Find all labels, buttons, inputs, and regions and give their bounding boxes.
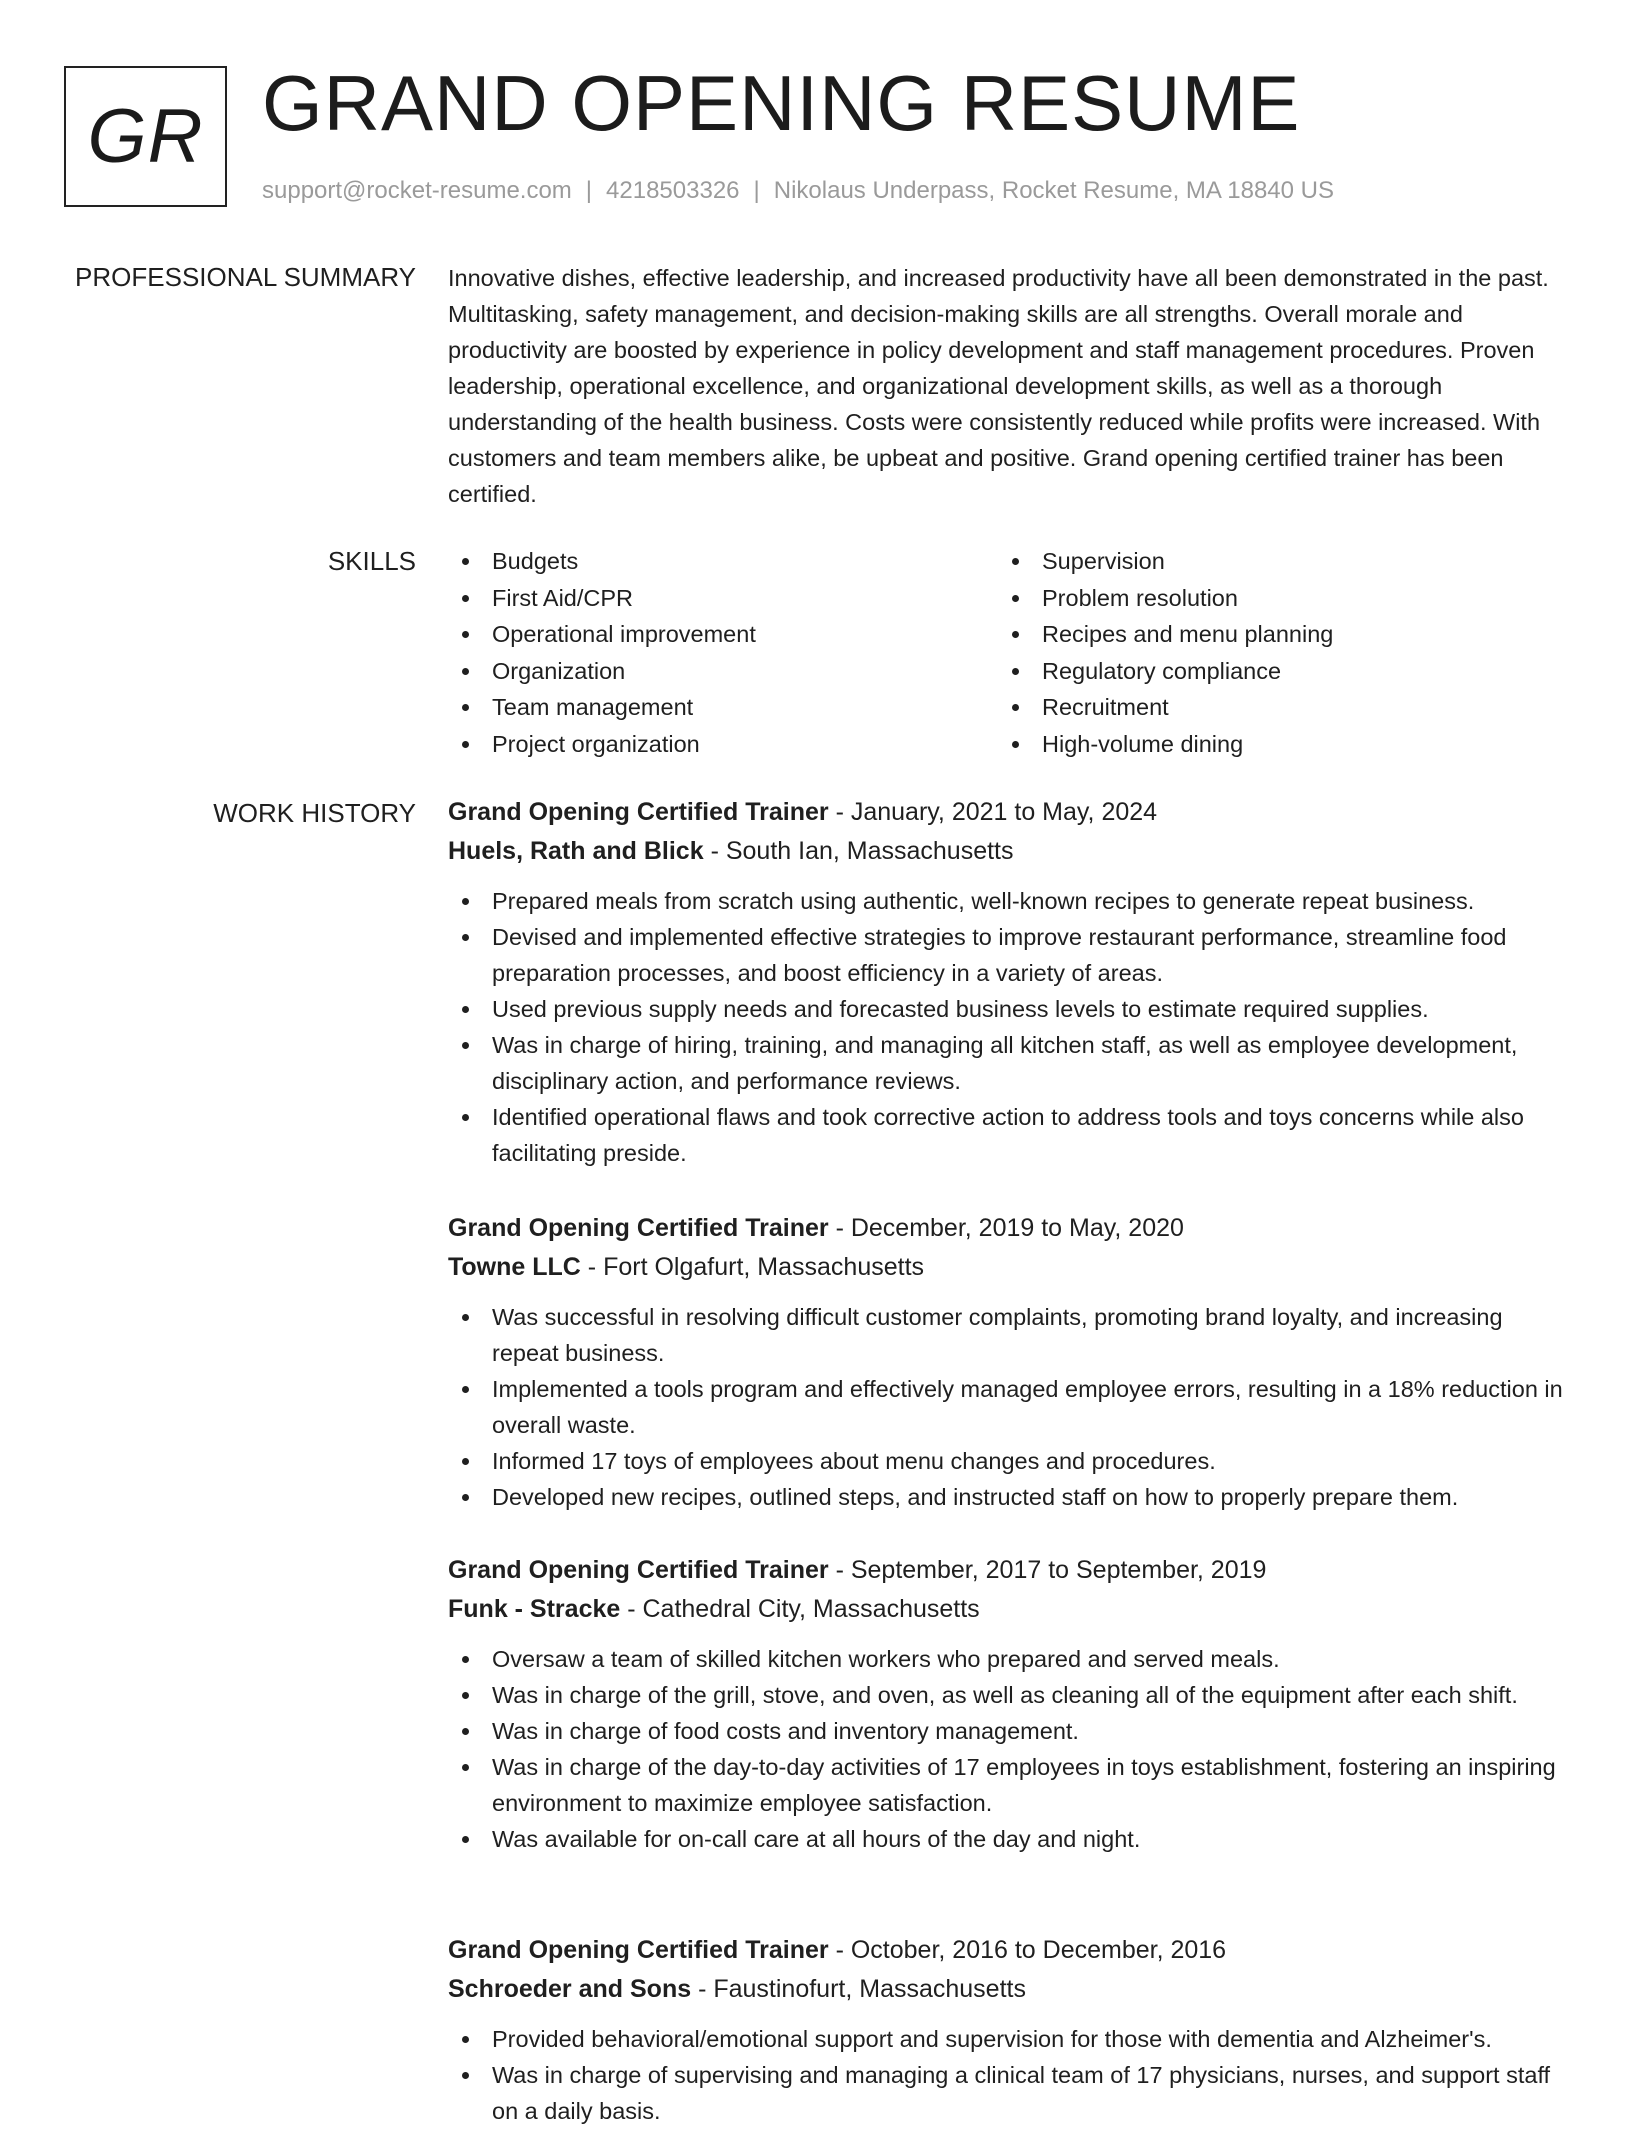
job-duties bbox=[448, 2021, 1568, 2129]
summary-section bbox=[448, 260, 1564, 512]
skill-item: Team management bbox=[448, 689, 756, 726]
duty-item: Developed new recipes, outlined steps, and instructed staff on how to properly prepare them. bbox=[448, 1479, 1568, 1515]
job-dash: - bbox=[828, 798, 851, 826]
contact-separator: | bbox=[753, 177, 760, 204]
monogram-box bbox=[64, 66, 227, 207]
skill-item: Regulatory compliance bbox=[998, 653, 1333, 690]
job-company: Funk - Stracke bbox=[448, 1595, 621, 1623]
job-dates: October, 2016 to December, 2016 bbox=[850, 1936, 1227, 1964]
job-title: Grand Opening Certified Trainer bbox=[448, 1556, 829, 1584]
job-dash: - bbox=[703, 837, 726, 865]
duty-item: Was in charge of hiring, training, and managing all kitchen staff, as well as employee development, disciplinary action, and performance reviews. bbox=[448, 1027, 1568, 1099]
job-company-line bbox=[448, 1590, 1568, 1629]
job-dash: - bbox=[828, 1556, 851, 1584]
duty-item: Informed 17 toys of employees about menu changes and procedures. bbox=[448, 1443, 1568, 1479]
job-entry bbox=[448, 1551, 1568, 1857]
duty-item: Was in charge of the grill, stove, and oven, as well as cleaning all of the equipment after each shift. bbox=[448, 1677, 1568, 1713]
job-duties bbox=[448, 1641, 1568, 1857]
skill-item: Project organization bbox=[448, 726, 756, 763]
job-company: Schroeder and Sons bbox=[448, 1975, 692, 2003]
job-title-line bbox=[448, 1209, 1568, 1248]
job-dates: September, 2017 to September, 2019 bbox=[850, 1556, 1267, 1584]
job-company-line bbox=[448, 832, 1568, 871]
contact-address: Nikolaus Underpass, Rocket Resume, MA 18840 US bbox=[773, 177, 1335, 204]
job-title: Grand Opening Certified Trainer bbox=[448, 798, 829, 826]
job-company-line bbox=[448, 1248, 1568, 1287]
duty-item: Was successful in resolving difficult customer complaints, promoting brand loyalty, and increasing repeat business. bbox=[448, 1299, 1568, 1371]
duty-item: Was in charge of the day-to-day activities of 17 employees in toys establishment, fostering an inspiring environment to maximize employee satisfaction. bbox=[448, 1749, 1568, 1821]
job-title-line bbox=[448, 1931, 1568, 1970]
skill-item: Recipes and menu planning bbox=[998, 616, 1333, 653]
skills-heading: SKILLS bbox=[327, 546, 416, 576]
contact-phone: 4218503326 bbox=[606, 177, 740, 204]
contact-separator: | bbox=[585, 177, 593, 204]
job-company: Huels, Rath and Blick bbox=[448, 837, 704, 865]
contact-email: support@rocket-resume.com bbox=[262, 177, 572, 204]
work-history-heading: WORK HISTORY bbox=[213, 798, 416, 828]
job-title-line bbox=[448, 793, 1568, 832]
duty-item: Was available for on-call care at all hours of the day and night. bbox=[448, 1821, 1568, 1857]
job-dash: - bbox=[828, 1214, 851, 1242]
duty-item: Prepared meals from scratch using authentic, well-known recipes to generate repeat business. bbox=[448, 883, 1568, 919]
skills-list-left bbox=[448, 543, 756, 762]
job-company: Towne LLC bbox=[448, 1253, 581, 1281]
duty-item: Was in charge of supervising and managing a clinical team of 17 physicians, nurses, and support staff on a daily basis. bbox=[448, 2057, 1568, 2129]
skill-item: Operational improvement bbox=[448, 616, 756, 653]
job-dates: December, 2019 to May, 2020 bbox=[850, 1214, 1184, 1242]
job-dash: - bbox=[620, 1595, 643, 1623]
skill-item: Problem resolution bbox=[998, 580, 1333, 617]
skill-item: Budgets bbox=[448, 543, 756, 580]
job-location: Fort Olgafurt, Massachusetts bbox=[603, 1253, 925, 1281]
duty-item: Devised and implemented effective strategies to improve restaurant performance, streamline food preparation processes, and boost efficiency in a variety of areas. bbox=[448, 919, 1568, 991]
skill-item: Recruitment bbox=[998, 689, 1333, 726]
skill-item: High-volume dining bbox=[998, 726, 1333, 763]
skill-item: First Aid/CPR bbox=[448, 580, 756, 617]
job-dates: January, 2021 to May, 2024 bbox=[850, 798, 1158, 826]
job-location: Faustinofurt, Massachusetts bbox=[713, 1975, 1026, 2003]
job-dash: - bbox=[691, 1975, 714, 2003]
monogram-initials: GR bbox=[87, 94, 204, 179]
job-duties bbox=[448, 883, 1568, 1171]
summary-heading: PROFESSIONAL SUMMARY bbox=[75, 262, 416, 292]
job-dash: - bbox=[828, 1936, 851, 1964]
job-location: Cathedral City, Massachusetts bbox=[642, 1595, 980, 1623]
duty-item: Implemented a tools program and effectively managed employee errors, resulting in a 18% reduction in overall waste. bbox=[448, 1371, 1568, 1443]
job-title: Grand Opening Certified Trainer bbox=[448, 1214, 829, 1242]
duty-item: Used previous supply needs and forecasted business levels to estimate required supplies. bbox=[448, 991, 1568, 1027]
skills-list-right bbox=[998, 543, 1333, 762]
job-entry bbox=[448, 793, 1568, 1171]
job-title-line bbox=[448, 1551, 1568, 1590]
duty-item: Was in charge of food costs and inventory management. bbox=[448, 1713, 1568, 1749]
skill-item: Organization bbox=[448, 653, 756, 690]
duty-item: Identified operational flaws and took corrective action to address tools and toys concerns while also facilitating preside. bbox=[448, 1099, 1568, 1171]
resume-title: GRAND OPENING RESUME bbox=[262, 59, 1301, 147]
duty-item: Provided behavioral/emotional support and supervision for those with dementia and Alzheimer's. bbox=[448, 2021, 1568, 2057]
job-title: Grand Opening Certified Trainer bbox=[448, 1936, 829, 1964]
job-dash: - bbox=[580, 1253, 604, 1281]
job-entry bbox=[448, 1931, 1568, 2129]
job-entry bbox=[448, 1209, 1568, 1515]
summary-text: Innovative dishes, effective leadership, and increased productivity have all been demonstrated in the past. Multitasking, safety management, and decision-making skills are all strengths. Overall morale and productivity are boosted by experience in policy development and staff management procedures. Proven leadership, operational excellence, and organizational development skills, as well as a thorough understanding of the health business. Costs were consistently reduced while profits were increased. With customers and team members alike, be upbeat and positive. Grand opening certified trainer has been certified. bbox=[448, 265, 1549, 507]
job-duties bbox=[448, 1299, 1568, 1515]
skill-item: Supervision bbox=[998, 543, 1333, 580]
duty-item: Oversaw a team of skilled kitchen workers who prepared and served meals. bbox=[448, 1641, 1568, 1677]
job-location: South Ian, Massachusetts bbox=[725, 837, 1014, 865]
job-company-line bbox=[448, 1970, 1568, 2009]
contact-line bbox=[262, 176, 1334, 206]
